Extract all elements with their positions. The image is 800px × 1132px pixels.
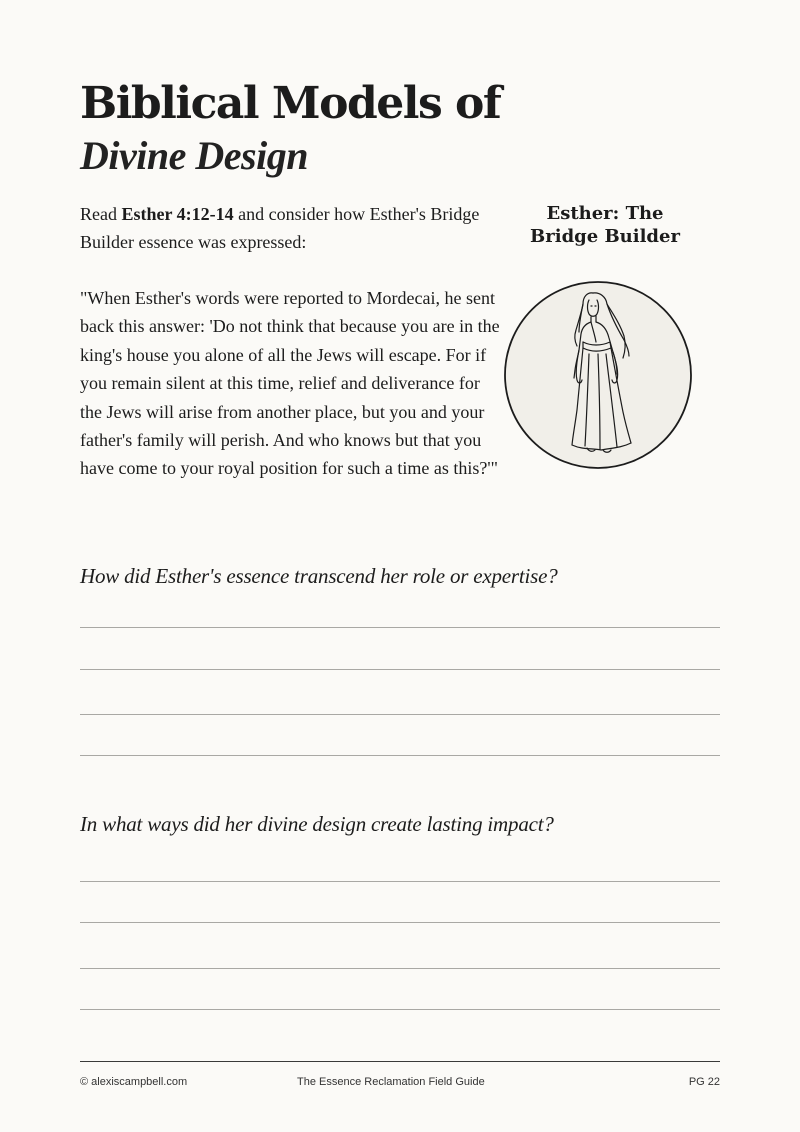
page-title: Biblical Models of [80, 78, 501, 129]
reflection-question-2: In what ways did her divine design create lasting impact? [80, 812, 554, 836]
answer-line[interactable] [80, 714, 720, 715]
footer-page-number: PG 22 [688, 1076, 720, 1088]
answer-line[interactable] [80, 755, 720, 756]
footer-website[interactable]: © alexiscampbell.com [80, 1076, 188, 1088]
intro-text [80, 200, 500, 256]
scripture-reference: Esther 4:12-14 [121, 204, 234, 224]
card-title-line1: Esther: The [546, 203, 664, 224]
answer-line[interactable] [80, 627, 720, 628]
reflection-question-1: How did Esther's essence transcend her role or expertise? [80, 564, 558, 588]
answer-line[interactable] [80, 669, 720, 670]
esther-portrait [503, 280, 693, 470]
woman-figure-illustration [503, 280, 693, 470]
answer-line[interactable] [80, 1009, 720, 1010]
footer-guide-title: The Essence Reclamation Field Guide [297, 1076, 485, 1088]
answer-line[interactable] [80, 881, 720, 882]
page-subtitle: Divine Design [80, 133, 308, 178]
card-title [500, 202, 710, 248]
scripture-quote: "When Esther's words were reported to Mordecai, he sent back this answer: 'Do not think that because you are in the king's house you alone of all the Jews will escape. For if you remain silent at this time, relief and deliverance for the Jews will arise from another place, but you and your father's family will perish. And who knows but that you have come to your royal position for such a time as this?'" [80, 288, 500, 479]
answer-line[interactable] [80, 922, 720, 923]
card-title-line2: Bridge Builder [530, 226, 680, 247]
intro-prefix: Read [80, 204, 122, 224]
intro-suffix: and consider how Esther's Bridge Builder essence was expressed: [80, 204, 480, 252]
answer-line[interactable] [80, 968, 720, 969]
footer-divider [80, 1061, 720, 1062]
